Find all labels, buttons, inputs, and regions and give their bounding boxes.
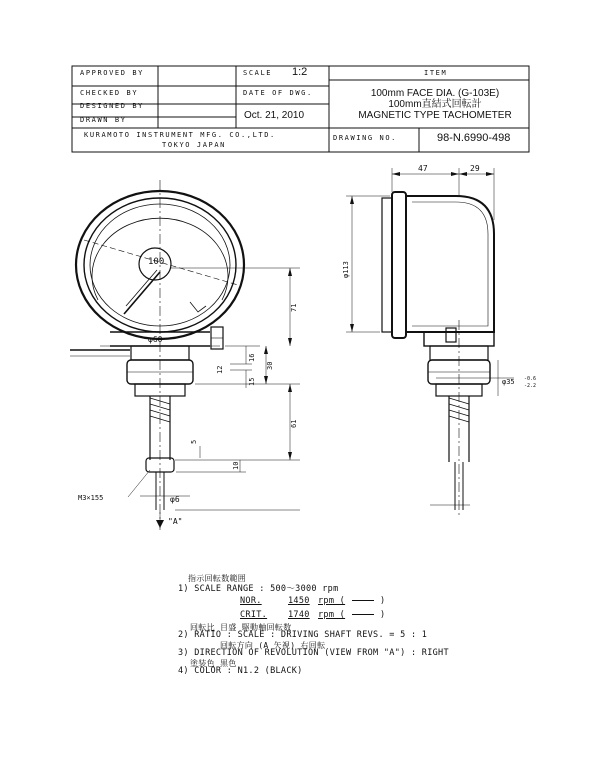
checked-by-label: CHECKED BY bbox=[80, 89, 139, 97]
crit-label: CRIT. bbox=[240, 610, 268, 620]
dim-phi6: φ6 bbox=[170, 495, 180, 504]
direction-jp: 回転方向 (A 矢視) 右回転 bbox=[220, 641, 326, 650]
nor-unit: rpm ( bbox=[318, 596, 346, 606]
item-label: ITEM bbox=[424, 69, 448, 77]
dim-16: 16 bbox=[248, 353, 256, 362]
dim-47: 47 bbox=[418, 164, 428, 173]
nor-line-indicator bbox=[352, 600, 374, 601]
item-title-line3: MAGNETIC TYPE TACHOMETER bbox=[358, 110, 512, 121]
dim-phi113: φ113 bbox=[342, 261, 350, 278]
drawing-no-value: 98-N.6990-498 bbox=[437, 132, 511, 144]
dim-phi60: φ60 bbox=[148, 335, 163, 344]
nor-value: 1450 bbox=[288, 596, 310, 606]
dim-phi35: φ35 bbox=[502, 378, 515, 386]
crit-value: 1740 bbox=[288, 610, 310, 620]
crit-close: ) bbox=[380, 610, 386, 620]
item-title-line1: 100mm FACE DIA. (G-103E) bbox=[370, 88, 500, 99]
color: 4) COLOR : N1.2 (BLACK) bbox=[178, 666, 303, 676]
dim-15: 15 bbox=[248, 377, 256, 386]
ratio: 2) RATIO : SCALE : DRIVING SHAFT REVS. = 5 : 1 bbox=[178, 630, 428, 640]
dial-value: 100 bbox=[148, 257, 165, 267]
ratio-jp: 回転比 目盛 駆動軸回転数 bbox=[190, 623, 292, 632]
crit-line-indicator bbox=[352, 614, 374, 615]
drawn-by-label: DRAWN BY bbox=[80, 116, 127, 124]
drawing-no-label: DRAWING NO. bbox=[333, 134, 397, 142]
item-title-line2: 100mm直結式回転計 bbox=[388, 99, 482, 110]
designed-by-label: DESIGNED BY bbox=[80, 102, 144, 110]
dim-5: 5 bbox=[190, 439, 198, 444]
scale-range-jp: 指示回転数範囲 bbox=[188, 574, 247, 583]
scale-label: SCALE bbox=[243, 69, 273, 77]
dim-29: 29 bbox=[470, 164, 480, 173]
dim-71: 71 bbox=[290, 303, 298, 312]
dim-tol-lower: -2.2 bbox=[524, 383, 537, 389]
crit-unit: rpm ( bbox=[318, 610, 346, 620]
scale-range: 1) SCALE RANGE : 500〜3000 rpm bbox=[178, 584, 339, 594]
dim-30: 30 bbox=[266, 361, 274, 370]
company-name: KURAMOTO INSTRUMENT MFG. CO.,LTD. bbox=[84, 131, 276, 139]
nor-close: ) bbox=[380, 596, 386, 606]
nor-label: NOR. bbox=[240, 596, 262, 606]
company-location: TOKYO JAPAN bbox=[162, 141, 226, 149]
thread-label: M3×155 bbox=[78, 494, 104, 502]
dim-12: 12 bbox=[216, 365, 224, 374]
date-label: DATE OF DWG. bbox=[243, 89, 313, 97]
direction: 3) DIRECTION OF REVOLUTION (VIEW FROM "A") : RIGHT bbox=[178, 648, 449, 658]
color-jp: 塗装色 黒色 bbox=[190, 659, 237, 668]
date-value: Oct. 21, 2010 bbox=[244, 110, 305, 121]
dim-10: 10 bbox=[232, 461, 240, 470]
dim-tol-upper: -0.6 bbox=[524, 376, 537, 382]
scale-value: 1:2 bbox=[292, 66, 308, 78]
view-a-label: "A" bbox=[168, 517, 183, 526]
dim-61: 61 bbox=[290, 419, 298, 428]
approved-by-label: APPROVED BY bbox=[80, 69, 144, 77]
